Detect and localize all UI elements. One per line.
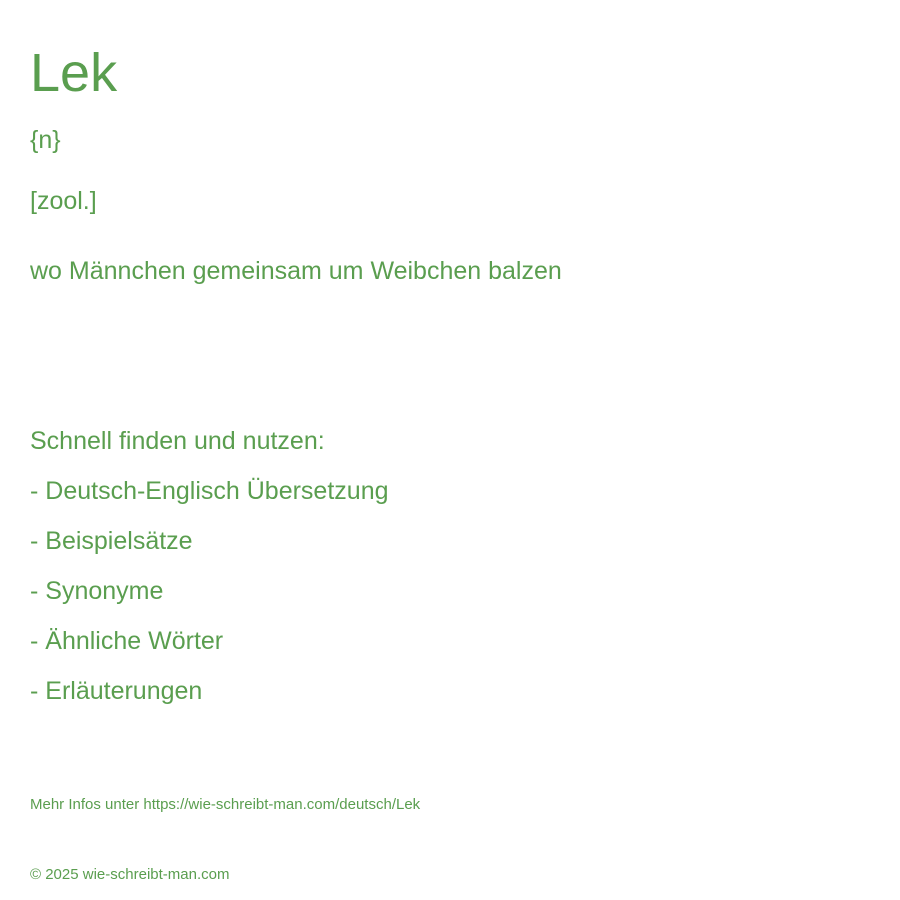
entry-word: Lek	[30, 43, 118, 103]
definition-text: wo Männchen gemeinsam um Weibchen balzen	[30, 257, 562, 285]
quick-links-heading: Schnell finden und nutzen:	[30, 427, 325, 455]
quick-link-synonyms: - Synonyme	[30, 577, 164, 605]
quick-link-example-sentences: - Beispielsätze	[30, 527, 193, 555]
quick-link-similar-words: - Ähnliche Wörter	[30, 627, 224, 655]
quick-link-translation: - Deutsch-Englisch Übersetzung	[30, 477, 389, 505]
copyright-text: © 2025 wie-schreibt-man.com	[30, 866, 230, 883]
subject-domain: [zool.]	[30, 187, 97, 215]
quick-link-explanations: - Erläuterungen	[30, 677, 203, 705]
grammatical-gender: {n}	[30, 126, 61, 154]
more-info-text: Mehr Infos unter https://wie-schreibt-man.com/deutsch/Lek	[30, 796, 421, 813]
